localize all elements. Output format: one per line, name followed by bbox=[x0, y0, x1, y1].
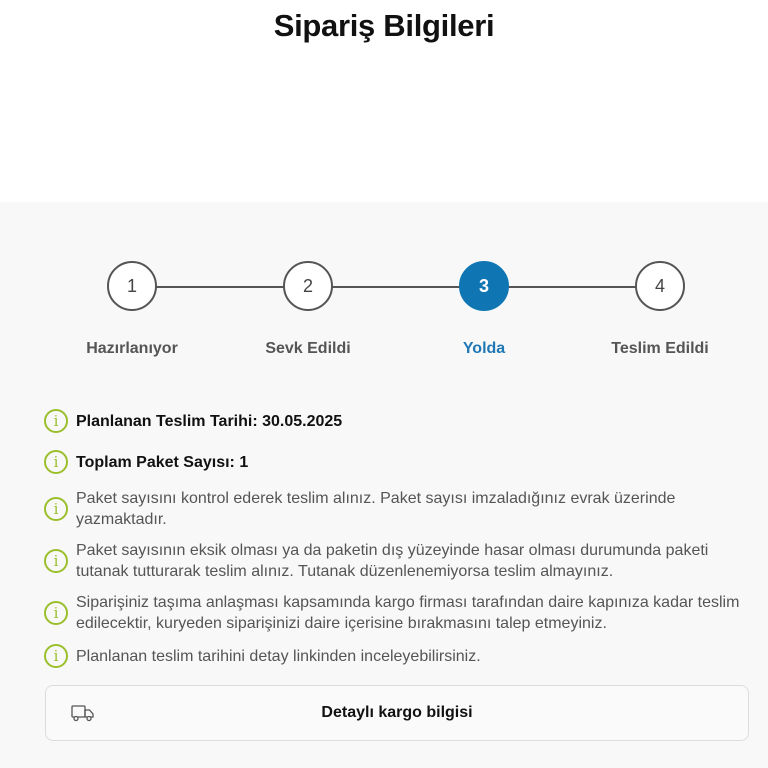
step-connector bbox=[332, 286, 460, 288]
step-2-label: Sevk Edildi bbox=[265, 340, 351, 357]
step-4-circle: 4 bbox=[635, 261, 685, 311]
info-icon: i bbox=[44, 644, 68, 668]
info-text: Paket sayısının eksik olması ya da paketin dış yüzeyinde hasar olması durumunda paketi tutanak tutturarak teslim alınız. Tutanak düzenlenemiyorsa teslim almayınız. bbox=[76, 542, 709, 580]
detailed-cargo-info-button[interactable] bbox=[45, 685, 749, 741]
info-icon: i bbox=[44, 497, 68, 521]
info-item-detail-link-hint bbox=[44, 644, 754, 668]
info-item-check-packages bbox=[44, 488, 754, 530]
info-item-planned-date bbox=[44, 409, 754, 433]
detailed-cargo-info-label: Detaylı kargo bilgisi bbox=[321, 704, 473, 721]
info-item-door-delivery bbox=[44, 592, 754, 634]
info-icon: i bbox=[44, 450, 68, 474]
step-connector bbox=[156, 286, 284, 288]
info-text: Siparişiniz taşıma anlaşması kapsamında kargo firması tarafından daire kapınıza kadar teslim edilecektir, kuryeden siparişinizi daire içerisine bırakmasını talep etmeyiniz. bbox=[76, 594, 740, 632]
step-2-circle: 2 bbox=[283, 261, 333, 311]
order-status-stepper bbox=[0, 202, 768, 357]
info-icon: i bbox=[44, 409, 68, 433]
info-item-damage-report bbox=[44, 540, 754, 582]
info-item-package-count bbox=[44, 450, 754, 474]
step-3-circle-active: 3 bbox=[459, 261, 509, 311]
step-4-label: Teslim Edildi bbox=[611, 340, 709, 357]
step-3-label-active: Yolda bbox=[462, 340, 506, 357]
step-connector bbox=[508, 286, 636, 288]
delivery-info-list bbox=[44, 409, 754, 678]
step-1-label: Hazırlanıyor bbox=[86, 340, 178, 357]
info-text: Paket sayısını kontrol ederek teslim alınız. Paket sayısı imzaladığınız evrak üzerinde yazmaktadır. bbox=[76, 490, 676, 528]
info-icon: i bbox=[44, 601, 68, 625]
truck-icon bbox=[71, 704, 95, 727]
info-text: Planlanan teslim tarihini detay linkinden inceleyebilirsiniz. bbox=[76, 647, 481, 665]
page-title: Sipariş Bilgileri bbox=[273, 8, 495, 43]
info-icon: i bbox=[44, 549, 68, 573]
planned-delivery-date: Planlanan Teslim Tarihi: 30.05.2025 bbox=[76, 412, 343, 430]
step-1-circle: 1 bbox=[107, 261, 157, 311]
package-count: Toplam Paket Sayısı: 1 bbox=[76, 453, 249, 471]
shipment-panel bbox=[0, 202, 768, 768]
